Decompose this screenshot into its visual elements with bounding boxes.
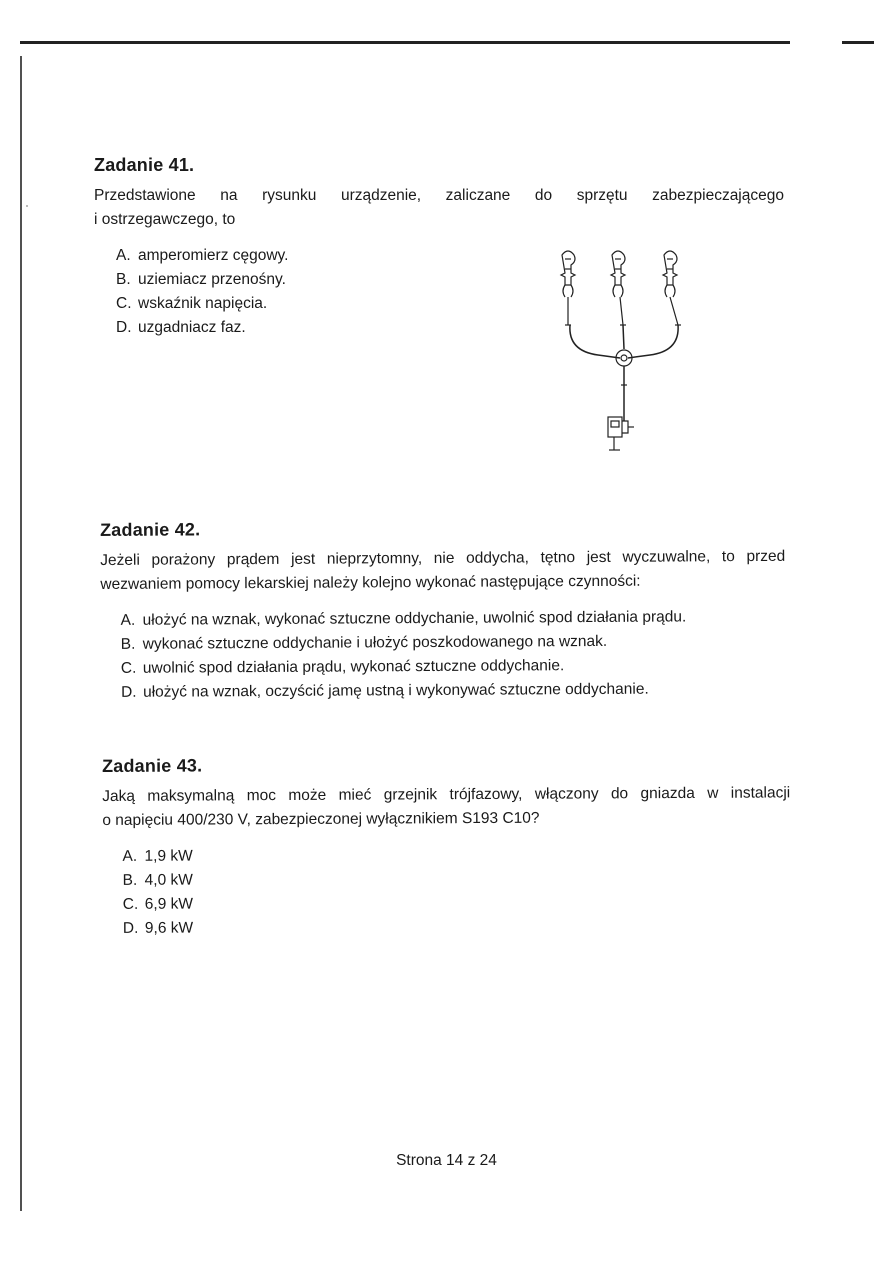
task-43-title: Zadanie 43.	[102, 755, 203, 776]
task-43-question-line1: Jaką maksymalną moc może mieć grzejnik trójfazowy, włączony do gniazda w instalacji	[102, 784, 791, 805]
page-number: Strona 14 z 24	[396, 1152, 497, 1169]
option-text: wskaźnik napięcia.	[138, 295, 268, 312]
portable-earthing-device-icon	[548, 245, 703, 460]
phase-clamp-right	[663, 251, 681, 325]
cable-middle	[623, 325, 624, 349]
option-letter: C.	[122, 895, 139, 913]
task-43-option-d[interactable]	[123, 913, 791, 940]
cable-right	[628, 325, 678, 358]
page-left-edge	[20, 56, 22, 1211]
task-41-question-line1: Przedstawione na rysunku urządzenie, zaliczane do sprzętu zabezpieczającego	[94, 187, 784, 204]
option-text: 4,0 kW	[144, 871, 193, 889]
option-text: wykonać sztuczne oddychanie i ułożyć poszkodowanego na wznak.	[142, 632, 608, 653]
task-43-option-b[interactable]	[123, 865, 791, 892]
task-42-question-line1: Jeżeli porażony prądem jest nieprzytomny, nie oddycha, tętno jest wyczuwalne, to przed	[100, 547, 786, 569]
phase-clamp-middle	[611, 251, 626, 325]
option-letter: B.	[122, 871, 138, 889]
option-letter: B.	[120, 635, 136, 653]
option-text: uziemiacz przenośny.	[138, 271, 286, 288]
option-letter: A.	[120, 611, 136, 629]
option-letter: D.	[116, 319, 132, 336]
task-42	[100, 516, 786, 705]
option-text: uzgadniacz faz.	[138, 319, 246, 336]
task-42-option-a[interactable]	[121, 605, 786, 633]
scan-speck	[26, 205, 28, 207]
task-42-options	[121, 605, 787, 705]
task-42-question-line2: wezwaniem pomocy lekarskiej należy kolejno wykonać następujące czynności:	[100, 572, 641, 593]
option-text: ułożyć na wznak, oczyścić jamę ustną i wykonywać sztuczne oddychanie.	[143, 680, 649, 701]
option-letter: C.	[116, 295, 132, 312]
option-text: amperomierz cęgowy.	[138, 247, 289, 264]
task-42-option-d[interactable]	[121, 677, 786, 705]
task-43	[102, 752, 791, 941]
option-letter: C.	[120, 659, 137, 677]
option-letter: D.	[121, 683, 137, 701]
cable-left	[570, 325, 620, 358]
task-43-option-c[interactable]	[123, 889, 791, 916]
option-letter: D.	[122, 919, 139, 937]
option-text: ułożyć na wznak, wykonać sztuczne oddychanie, uwolnić spod działania prądu.	[142, 608, 687, 629]
option-text: 9,6 kW	[144, 919, 194, 937]
phase-clamp-left	[561, 251, 575, 325]
earth-clamp	[608, 417, 634, 450]
top-rule	[20, 41, 790, 44]
task-41-question-line2: i ostrzegawczego, to	[94, 211, 236, 228]
task-43-option-a[interactable]	[122, 841, 790, 868]
task-43-options	[122, 841, 790, 940]
option-letter: B.	[116, 271, 131, 288]
task-43-question-line2: o napięciu 400/230 V, zabezpieczonej wyłącznikiem S193 C10?	[102, 809, 540, 829]
option-letter: A.	[116, 247, 131, 264]
option-letter: A.	[122, 847, 138, 865]
task-42-title: Zadanie 42.	[100, 519, 201, 540]
task-41-title: Zadanie 41.	[94, 155, 195, 175]
junction-core	[621, 355, 627, 361]
option-text: 1,9 kW	[144, 847, 193, 865]
option-text: 6,9 kW	[144, 895, 194, 913]
top-rule-right-mark	[842, 41, 874, 44]
option-text: uwolnić spod działania prądu, wykonać sztuczne oddychanie.	[142, 657, 565, 677]
